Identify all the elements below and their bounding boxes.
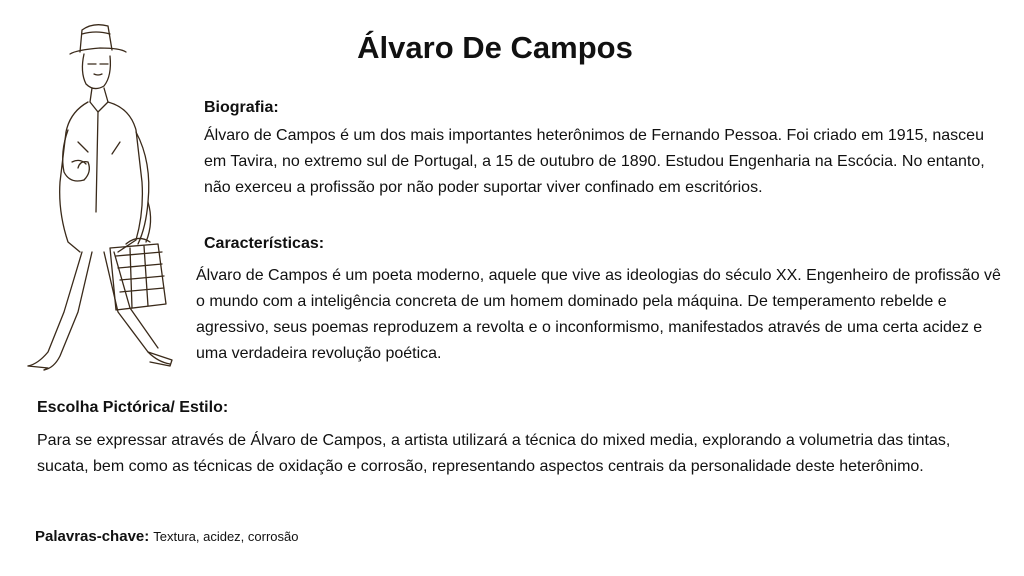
biografia-text: Álvaro de Campos é um dos mais importantes heterônimos de Fernando Pessoa. Foi criado em 1915, nasceu em Tavira, no extremo sul de Portugal, a 15 de outubro de 1890. Estudou Engenharia na Escócia. No entanto, não exerceu a profissão por não poder suportar viver confinado em escritórios. xyxy=(204,127,985,196)
walking-man-sketch-icon xyxy=(8,12,188,377)
palavras-chave-text: Textura, acidez, corrosão xyxy=(153,529,299,544)
caracteristicas-heading: Características: xyxy=(204,235,325,252)
biografia-heading: Biografia: xyxy=(204,99,279,116)
escolha-heading: Escolha Pictórica/ Estilo: xyxy=(37,399,229,416)
palavras-chave-label: Palavras-chave: xyxy=(35,528,150,545)
palavras-chave xyxy=(35,528,298,545)
page-title: Álvaro De Campos xyxy=(357,30,633,65)
escolha-text: Para se expressar através de Álvaro de Campos, a artista utilizará a técnica do mixed media, explorando a volumetria das tintas, sucata, bem como as técnicas de oxidação e corrosão, representando aspectos centrais da personalidade deste heterônimo. xyxy=(37,432,951,475)
caracteristicas-text: Álvaro de Campos é um poeta moderno, aquele que vive as ideologias do século XX. Engenheiro de profissão vê o mundo com a inteligência concreta de um homem dominado pela máquina. De temperamento rebelde e agressivo, seus poemas reproduzem a revolta e o inconformismo, manifestados através de uma certa acidez e uma verdadeira revolução poética. xyxy=(196,267,1001,362)
